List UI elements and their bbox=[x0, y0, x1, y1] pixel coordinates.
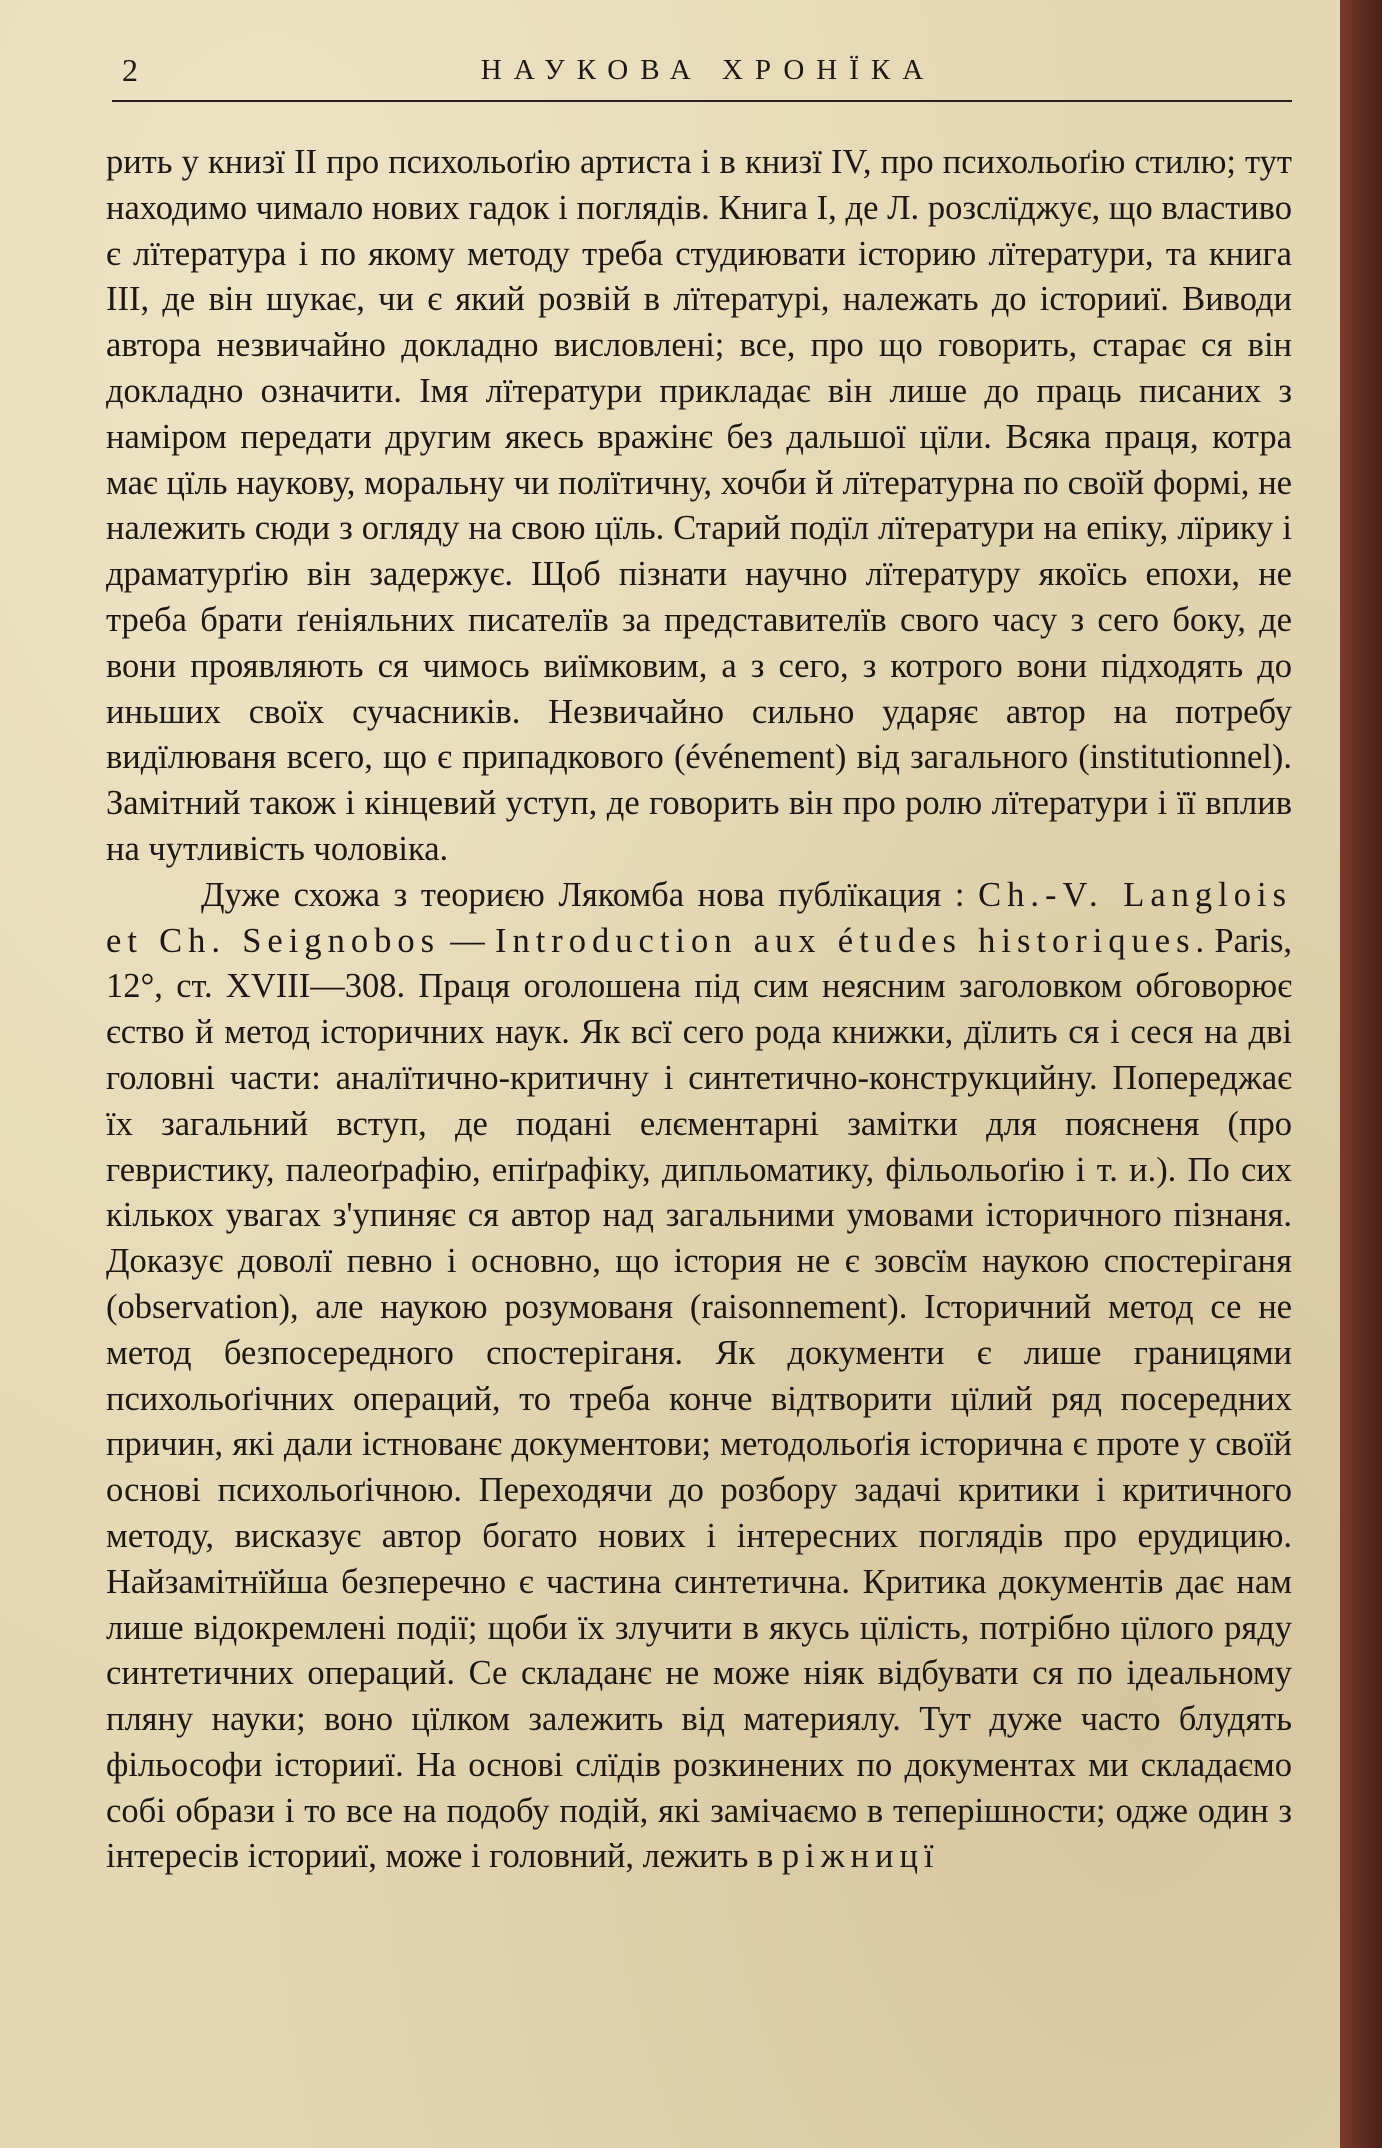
paragraph-2-ending: ріжницї bbox=[781, 1837, 940, 1876]
book-imprint: . Paris, 12°, ст. XVIII—308. bbox=[106, 921, 1293, 1006]
paragraph-1-text: рить у книзї II про психольоґію артиста і в книзї IV, про психольоґію стилю; тут находимо чимало нових гадок і поглядів. Книга І, де Л. розслїджує, що властиво є лїтература і по якому методу треба студиювати історию лїтератури, та книга III, де він шукає, чи є який розвій в лїтературі, належать до історииї. Виводи автора незвичайно докладно висловлені; все, про що говорить, старає ся він докладно означити. Імя лїтератури прикладає він лише до праць писаних з наміром передати другим якесь вражінє без дальшої цїли. Всяка праця, котра має цїль наукову, моральну чи полїтичну, хочби й лїтературна по своїй формі, не належить сюди з огляду на свою цїль. Старий подїл лїтератури на епіку, лїрику і драматурґію він задержує. Щоб пізнати научно лїтературу якоїсь епохи, не треба брати ґеніяльних писателїв за представителїв свого часу з сего боку, де вони проявляють ся чимось виїмковим, а з сего, з котрого вони підходять до иньших своїх сучасників. Незвичайно сильно ударяє автор на потребу видїлюваня всего, що є припадкового (événement) від загального (institutionnel). Замітний також і кінцевий уступ, де говорить він про ролю лїтератури і її вплив на чутливість чоловіка. bbox=[106, 143, 1292, 868]
book-authors: Ch.-V. Langlois et Ch. Seignobos bbox=[106, 875, 1292, 960]
body-text bbox=[106, 140, 1292, 1880]
header-rule bbox=[112, 100, 1292, 102]
paragraph-1 bbox=[106, 140, 1292, 873]
running-title: НАУКОВА ХРОНЇКА bbox=[480, 54, 936, 86]
page-edge bbox=[1340, 0, 1382, 2148]
page-number: 2 bbox=[122, 52, 139, 88]
paragraph-2-intro: Дуже схожа з теориєю Лякомба нова публїкация : bbox=[201, 875, 979, 914]
paragraph-2 bbox=[106, 873, 1292, 1881]
page-header bbox=[118, 52, 1238, 92]
title-dash: — bbox=[440, 921, 495, 960]
paragraph-2-text: Праця оголошена під сим неясним заголовком обговорює єство й метод історичних наук. Як всї сего рода книжки, дїлить ся і сеся на дві головні части: аналїтично-критичну і синтетично-конструкцийну. Попереджає їх загальний вступ, де подані елєментарні замітки для поясненя (про гевристику, палеоґрафію, епіґрафіку, дипльоматику, фільольоґію і т. и.). По сих кількох увагах з'упиняє ся автор над загальними умовами історичного пізнаня. Доказує доволї певно і основно, що істория не є зовсїм наукою спостеріганя (observation), але наукою розумованя (raisonnement). Історичний метод се не метод безпосередного спостеріганя. Як документи є лише границями психольоґічних операций, то треба конче відтворити цїлий ряд посередних причин, які дали істнованє документови; методольоґія історична є проте у своїй основі психольоґічною. Переходячи до розбору задачі критики і критичного методу, висказує автор богато нових і інтересних поглядів про ерудицию. Найзамітнїйша безперечно є частина синтетична. Критика документів дає нам лише відокремлені події; щоби їх злучити в якусь цїлість, потрібно цїлого ряду синтетичних операций. Се складанє не може ніяк відбувати ся по ідеальному пляну науки; воно цїлком залежить від материялу. Тут дуже часто блудять фільософи історииї. На основі слїдів розкинених по документах ми складаємо собі образи і то все на подобу подій, які замічаємо в теперішности; одже один з інтересів історииї, може і головний, лежить в bbox=[106, 967, 1293, 1876]
book-title: Introduction aux études historiques bbox=[494, 921, 1196, 960]
